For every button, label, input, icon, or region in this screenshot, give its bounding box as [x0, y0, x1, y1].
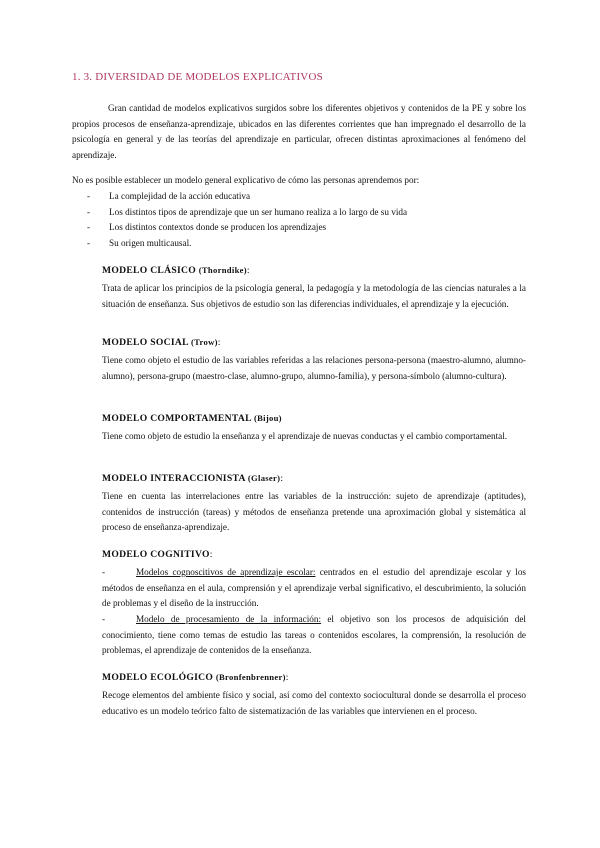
- paragraph-modelo-social: Tiene como objeto el estudio de las variables referidas a las relaciones persona-persona (maestro-alumno, alumno-alumno), persona-grupo (maestro-clase, alumno-grupo, alumno-familia), y persona-símbolo (alumno-cultura).: [102, 355, 526, 381]
- heading-author: (Bijou): [253, 413, 282, 423]
- heading-modelo-clasico: [102, 265, 250, 276]
- reasons-list: [87, 189, 527, 251]
- heading-modelo-comportamental: [102, 413, 282, 424]
- heading-name: MODELO ECOLÓGICO: [102, 672, 214, 683]
- heading-modelo-ecologico: [102, 672, 289, 683]
- heading-modelo-social: [102, 337, 221, 348]
- heading-author: (Trow): [190, 337, 218, 347]
- subitem-label: Modelo de procesamiento de la información:: [136, 614, 322, 624]
- heading-name: MODELO COMPORTAMENTAL: [102, 413, 252, 424]
- heading-colon: :: [280, 473, 284, 484]
- heading-name: MODELO SOCIAL: [102, 337, 189, 348]
- heading-colon: :: [246, 265, 250, 276]
- paragraph-modelo-clasico: Trata de aplicar los principios de la psicología general, la pedagogía y la metodología de las ciencias naturales a la situación de enseñanza. Sus objetivos de estudio son las diferencias individuales, el aprendizaje y la ejecución.: [102, 283, 526, 309]
- heading-author: (Glaser): [247, 473, 281, 483]
- heading-modelo-cognitivo: [102, 549, 213, 560]
- list-item: - La complejidad de la acción educativa: [87, 189, 527, 205]
- heading-author: (Thorndike): [198, 265, 247, 275]
- heading-name: MODELO INTERACCIONISTA: [102, 473, 246, 484]
- list-item: - Los distintos contextos donde se producen los aprendizajes: [87, 220, 527, 236]
- heading-colon: :: [285, 672, 289, 683]
- list-item: - Su origen multicausal.: [87, 236, 527, 252]
- heading-modelo-interaccionista: [102, 473, 283, 484]
- heading-name: MODELO CLÁSICO: [102, 265, 197, 276]
- dash-marker: -: [102, 614, 106, 624]
- subitem-procesamiento-informacion: [102, 612, 526, 659]
- heading-colon: :: [217, 337, 221, 348]
- paragraph-modelo-ecologico: Recoge elementos del ambiente físico y social, así como del contexto sociocultural donde se desarrolla el proceso educativo es un modelo teórico falto de sistematización de las variables que intervienen en el proceso.: [102, 690, 526, 716]
- intro-paragraph: Gran cantidad de modelos explicativos surgidos sobre los diferentes objetivos y contenidos de la PE y sobre los propios procesos de enseñanza-aprendizaje, ubicados en las diferentes corrientes que han impregnado el desarrollo de la psicología en general y de las teorías del aprendizaje en particular, ofrecen distintas aproximaciones al fenómeno del aprendizaje.: [72, 103, 526, 160]
- subitem-text: el objetivo son los procesos de adquisición del conocimiento, tiene como temas de estudio las tareas o contenidos escolares, la comprensión, la resolución de problemas, el aprendizaje de contenidos de la enseñanza.: [102, 614, 526, 656]
- heading-author: (Bronfenbrenner): [215, 672, 286, 682]
- subitem-text: centrados en el estudio del aprendizaje escolar y los métodos de enseñanza en el aula, comprensión y el aprendizaje verbal significativo, el descubrimiento, la solución de problemas y el diseño de la instrucción.: [102, 567, 526, 609]
- heading-name: MODELO COGNITIVO: [102, 549, 210, 560]
- section-title: 1. 3. DIVERSIDAD DE MODELOS EXPLICATIVOS: [72, 71, 323, 83]
- lead-sentence: No es posible establecer un modelo general explicativo de cómo las personas aprendemos por:: [72, 175, 420, 185]
- list-item: - Los distintos tipos de aprendizaje que un ser humano realiza a lo largo de su vida: [87, 205, 527, 221]
- dash-marker: -: [102, 567, 106, 577]
- paragraph-modelo-interaccionista: Tiene en cuenta las interrelaciones entre las variables de la instrucción: sujeto de aprendizaje (aptitudes), contenidos de instrucción (tareas) y métodos de enseñanza pretende una aproximación global y sistemática al proceso de enseñanza-aprendizaje.: [102, 491, 526, 533]
- subitem-label: Modelos cognoscitivos de aprendizaje escolar:: [136, 567, 316, 577]
- subitem-modelos-cognoscitivos: [102, 565, 526, 612]
- paragraph-modelo-comportamental: Tiene como objeto de estudio la enseñanza y el aprendizaje de nuevas conductas y el cambio comportamental.: [102, 431, 508, 441]
- heading-colon: :: [209, 549, 213, 560]
